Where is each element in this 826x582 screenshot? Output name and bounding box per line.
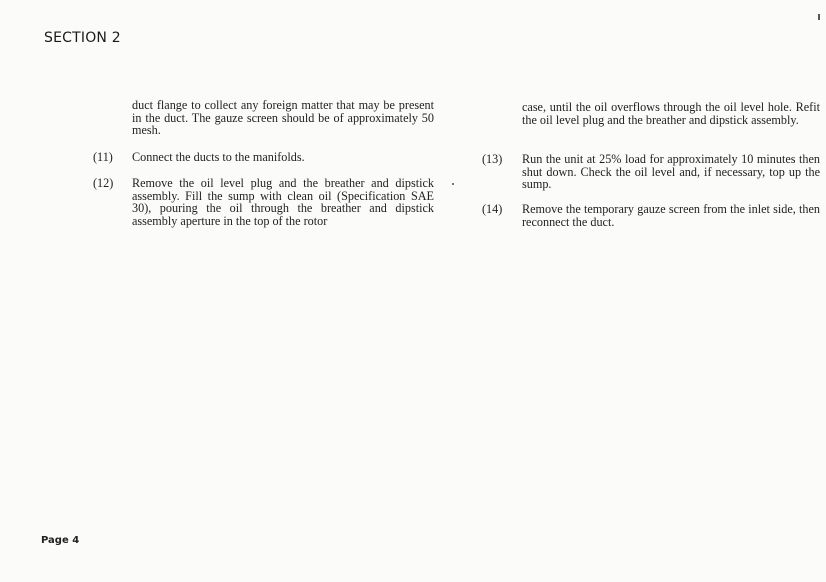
item-number-13: (13) [482, 152, 503, 166]
scan-speck [818, 14, 820, 20]
item-text-11: Connect the ducts to the manifolds. [132, 150, 305, 164]
scan-speck [452, 183, 454, 185]
item-number-11: (11) [93, 150, 113, 164]
item-text-12: Remove the oil level plug and the breather and dipstick assembly. Fill the sump with clean oil (Specification SAE 30), pouring the oil through the breather and dipstick assembly aperture in the top of the rotor [132, 176, 434, 228]
item-text-14: Remove the temporary gauze screen from the inlet side, then reconnect the duct. [522, 202, 820, 229]
right-continuation-paragraph: case, until the oil overflows through the oil level hole. Refit the oil level plug and the breather and dipstick assembly. [522, 100, 820, 127]
item-number-12: (12) [93, 176, 114, 190]
page-number: Page 4 [41, 535, 80, 546]
item-text-13: Run the unit at 25% load for approximately 10 minutes then shut down. Check the oil level and, if necessary, top up the sump. [522, 152, 820, 192]
item-number-14: (14) [482, 202, 503, 216]
left-continuation-paragraph: duct flange to collect any foreign matter that may be present in the duct. The gauze screen should be of approximately 50 mesh. [132, 98, 434, 138]
section-heading: SECTION 2 [44, 30, 121, 46]
